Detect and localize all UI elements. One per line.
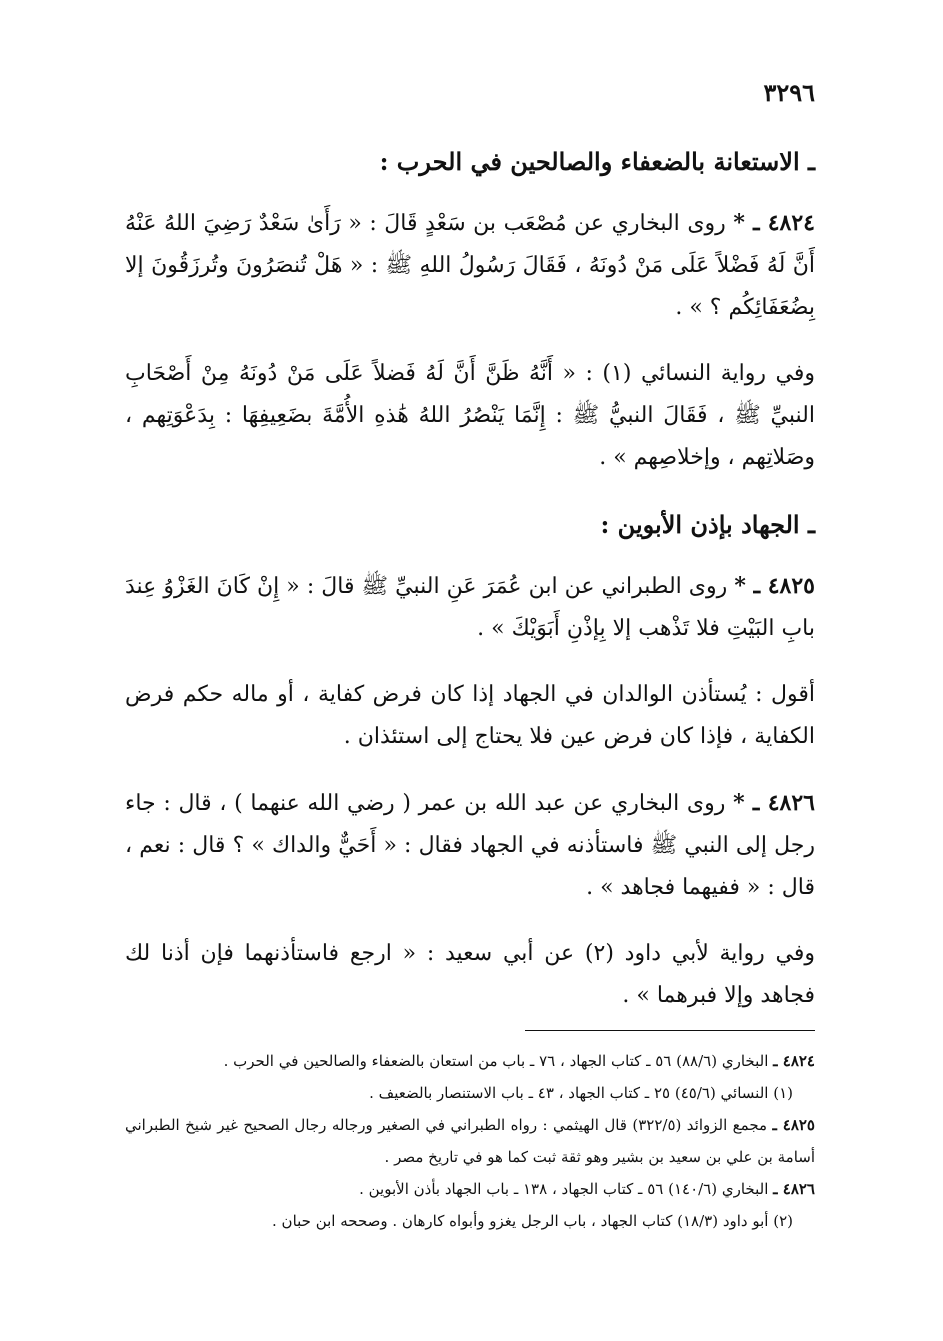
footnote-text: البخاري (٨٨/٦) ٥٦ ـ كتاب الجهاد ، ٧٦ ـ باب من استعان بالضعفاء والصالحين في الحرب .: [223, 1052, 769, 1070]
footnote-label: ٤٨٢٥ ـ: [772, 1116, 815, 1134]
comment-text: أقول : يُستأذن الوالدان في الجهاد إذا كان فرض كفاية ، أو ماله حكم فرض الكفاية ، فإذا كان فرض عين فلا يحتاج إلى استئذان .: [125, 682, 815, 749]
hadith-4826: [125, 782, 815, 909]
footnote-divider: [525, 1030, 815, 1031]
section-heading-1: ـ الاستعانة بالضعفاء والصالحين في الحرب :: [379, 147, 815, 176]
footnote-text: البخاري (١٤٠/٦) ٥٦ ـ كتاب الجهاد ، ١٣٨ ـ باب الجهاد بأذن الأبوين .: [359, 1180, 769, 1198]
footnote-4826: [125, 1173, 815, 1205]
nasai-narration: [125, 353, 815, 479]
hadith-text: روى البخاري عن عبد الله بن عمر ( رضي الله عنهما ) ، قال : جاء رجل إلى النبي ﷺ فاستأذنه في الجهاد فقال : « أَحَيٌّ والداك » ؟ قال : نعم ، قال : « ففيهما فجاهد » .: [125, 791, 815, 900]
footnote-label: ٤٨٢٤ ـ: [773, 1052, 815, 1070]
page-number: ٣٢٩٦: [763, 78, 815, 107]
author-comment: [125, 674, 815, 758]
hadith-text: روى الطبراني عن ابن عُمَرَ عَنِ النبيِّ ﷺ قالَ : « إِنْ كَانَ الغَزْوُ عِندَ بابِ البَيْتِ فلا تَذْهب إلا بِإذْنِ أَبَوَيْكَ » .: [125, 574, 815, 641]
narration-text: وفي رواية النسائي (١) : « أَنَّهُ ظَنَّ أَنَّ لَهُ فَضلاً عَلَى مَنْ دُونَهُ مِنْ أَصْحَابِ النبيِّ ﷺ ، فَقَالَ النبيُّ ﷺ : إِنَّمَا يَنْصُرُ اللهُ هَٰذهِ الأُمَّةَ بضَعِيفِهَا : بِدَعْوَتِهم ، وصَلاتِهم ، وإخلاصِهم » .: [125, 361, 815, 470]
hadith-4825: [125, 565, 815, 650]
footnote-text: مجمع الزوائد (٣٢٢/٥) قال الهيثمي : رواه الطبراني في الصغير ورجاله رجال الصحيح غير شيخ الطبراني أسامة بن علي بن سعيد بن بشير وهو ثقة ثبت كما هو في تاريخ مصر .: [125, 1116, 815, 1166]
footnotes: [125, 1030, 815, 1237]
narration-text: وفي رواية لأبي داود (٢) عن أبي سعيد : « ارجع فاستأذنهما فإن أذنا لك فجاهد وإلا فبرهما » .: [125, 941, 815, 1008]
hadith-text: روى البخاري عن مُصْعَب بن سَعْدٍ قَالَ : « رَأَىٰ سَعْدٌ رَضِيَ اللهُ عَنْهُ أَنَّ لَهُ فَضْلاً عَلَى مَنْ دُونَهُ ، فَقَالَ رَسُولُ اللهِ ﷺ : « هَلْ تُنصَرُونَ وتُرزَقُونَ إلا بِضُعَفَائِكُم ؟ » .: [125, 211, 815, 320]
hadith-4824: [125, 202, 815, 329]
main-text: [125, 140, 815, 1041]
footnote-2: [125, 1205, 815, 1237]
footnote-text: (٢) أبو داود (١٨/٣) كتاب الجهاد ، باب الرجل يغزو وأبواه كارهان . وصححه ابن حبان .: [272, 1212, 793, 1230]
hadith-number: ٤٨٢٥ ـ *: [734, 573, 815, 599]
hadith-number: ٤٨٢٦ ـ *: [733, 790, 815, 816]
footnote-label: ٤٨٢٦ ـ: [773, 1180, 815, 1198]
hadith-number: ٤٨٢٤ ـ *: [733, 210, 815, 236]
footnote-text: (١) النسائي (٤٥/٦) ٢٥ ـ كتاب الجهاد ، ٤٣ ـ باب الاستنصار بالضعيف .: [369, 1084, 793, 1102]
footnote-1: [125, 1077, 815, 1109]
section-heading-2: ـ الجهاد بإذن الأبوين :: [600, 510, 815, 539]
footnote-4824: [125, 1045, 815, 1077]
footnote-4825: [125, 1109, 815, 1173]
abu-dawud-narration: [125, 933, 815, 1017]
